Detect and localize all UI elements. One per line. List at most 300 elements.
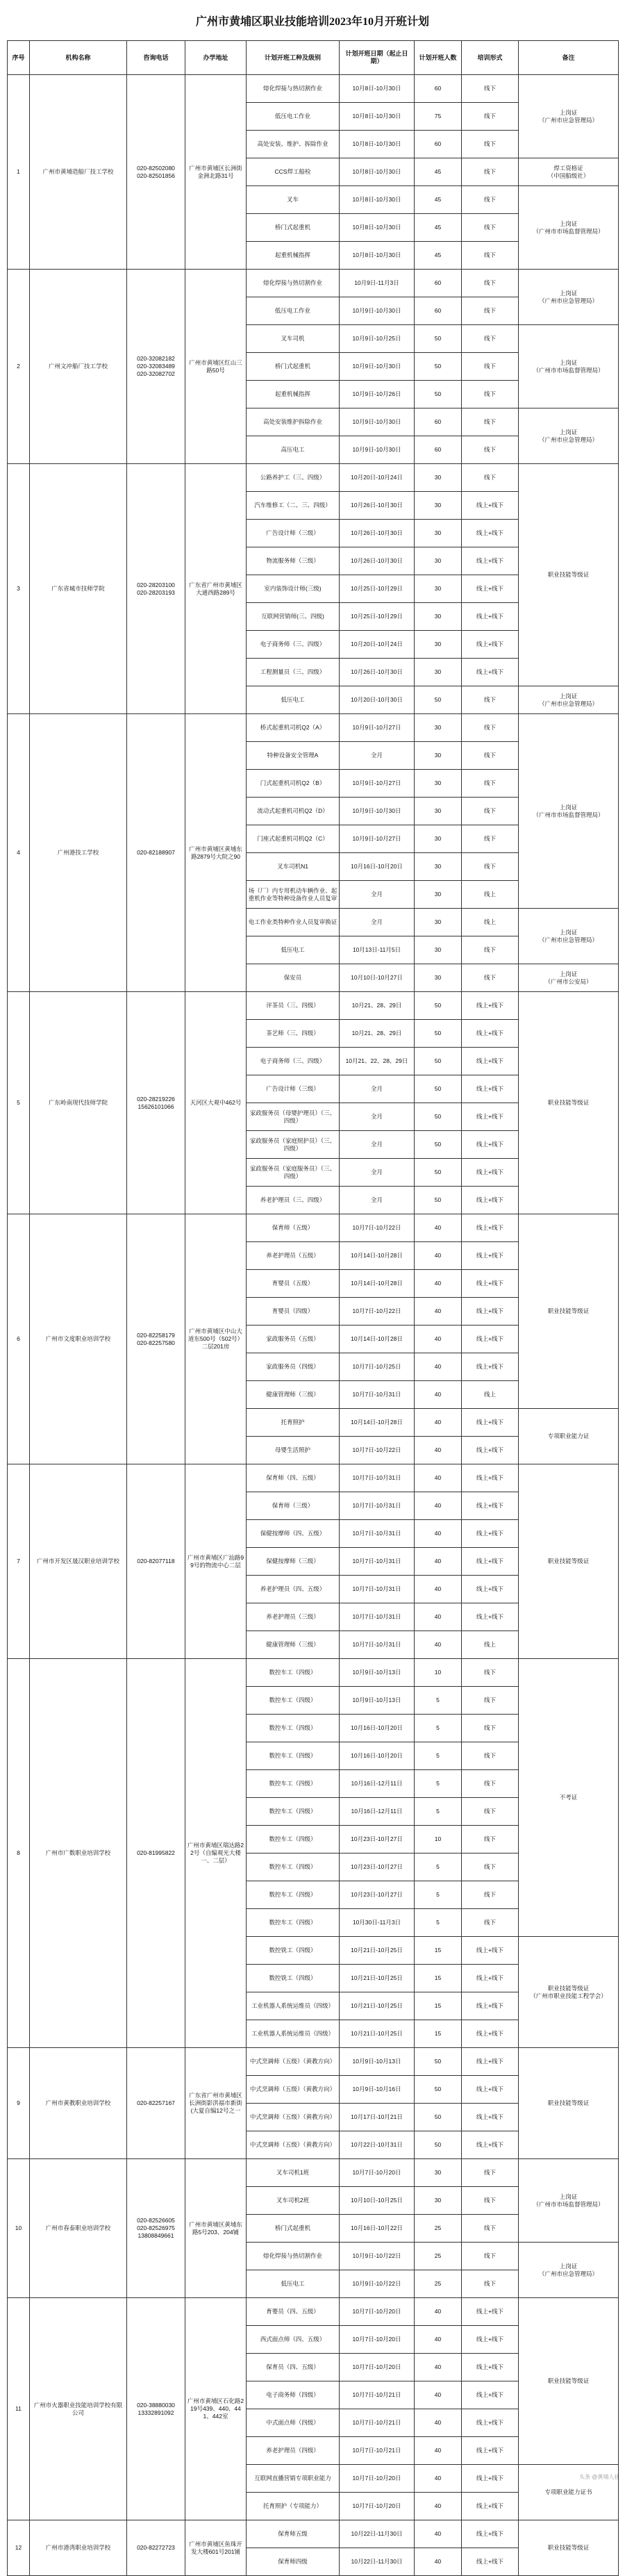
course-dates: 10月9日-10月22日 bbox=[340, 2270, 415, 2298]
course-note: 职业技能等级证 bbox=[519, 992, 619, 1214]
table-row bbox=[8, 1659, 619, 1687]
course-dates: 10月9日-10月30日 bbox=[340, 353, 415, 381]
school-number: 7 bbox=[8, 1464, 30, 1659]
header-phone: 咨询电话 bbox=[127, 41, 185, 75]
course-dates: 10月7日-10月25日 bbox=[340, 1353, 415, 1381]
course-mode: 线下 bbox=[462, 242, 519, 270]
course-mode: 线下 bbox=[462, 158, 519, 186]
course-name: 汽车维修工（二、三、四级） bbox=[247, 492, 340, 520]
school-address: 广州市黄埔区红山三路50号 bbox=[185, 270, 247, 464]
course-count: 40 bbox=[415, 2354, 462, 2381]
table-row bbox=[8, 1214, 619, 1242]
course-note: 上岗证 （广州市应急管理局） bbox=[519, 686, 619, 714]
course-count: 40 bbox=[415, 2548, 462, 2576]
course-count: 30 bbox=[415, 770, 462, 798]
course-name: 高处安装维护拆除作业 bbox=[247, 408, 340, 436]
course-mode: 线上+线下 bbox=[462, 492, 519, 520]
course-count: 50 bbox=[415, 2131, 462, 2159]
course-name: 数控铣工（四级） bbox=[247, 1937, 340, 1965]
course-dates: 10月8日-10月30日 bbox=[340, 158, 415, 186]
course-mode: 线下 bbox=[462, 464, 519, 492]
course-count: 50 bbox=[415, 2104, 462, 2131]
course-name: 电工作业类特种作业人员复审换证 bbox=[247, 909, 340, 936]
course-count: 5 bbox=[415, 1881, 462, 1909]
course-dates: 10月9日-10月13日 bbox=[340, 1687, 415, 1715]
course-count: 60 bbox=[415, 75, 462, 103]
course-name: 桥门式起重机 bbox=[247, 214, 340, 242]
school-name: 广州市广数职业培训学校 bbox=[30, 1659, 127, 2048]
course-dates: 10月16日-12月11日 bbox=[340, 1798, 415, 1826]
course-count: 25 bbox=[415, 2270, 462, 2298]
course-name: 低压电工作业 bbox=[247, 297, 340, 325]
course-dates: 10月14日-10月28日 bbox=[340, 1242, 415, 1270]
header-course: 计划开班工种及级别 bbox=[247, 41, 340, 75]
course-name: 养老护理员（四、五级） bbox=[247, 1576, 340, 1603]
course-dates: 10月10日-10月27日 bbox=[340, 964, 415, 992]
header-no: 序号 bbox=[8, 41, 30, 75]
course-dates: 10月8日-10月30日 bbox=[340, 186, 415, 214]
course-dates: 全月 bbox=[340, 1159, 415, 1187]
course-count: 40 bbox=[415, 2298, 462, 2326]
course-dates: 10月21日-10月25日 bbox=[340, 1937, 415, 1965]
course-dates: 10月21日-10月25日 bbox=[340, 1965, 415, 1992]
course-name: 叉车司机2班 bbox=[247, 2187, 340, 2215]
course-count: 40 bbox=[415, 1242, 462, 1270]
course-dates: 全月 bbox=[340, 1131, 415, 1159]
course-mode: 线下 bbox=[462, 436, 519, 464]
course-dates: 10月9日-10月26日 bbox=[340, 381, 415, 408]
course-name: 数控车工（四级） bbox=[247, 1853, 340, 1881]
course-count: 30 bbox=[415, 853, 462, 881]
course-name: 保健按摩师（四、五级） bbox=[247, 1520, 340, 1548]
course-name: 低压电工作业 bbox=[247, 103, 340, 131]
course-mode: 线上+线下 bbox=[462, 1409, 519, 1437]
school-phone: 020-82502080 020-82501856 bbox=[127, 75, 185, 270]
course-count: 45 bbox=[415, 186, 462, 214]
course-mode: 线上 bbox=[462, 1631, 519, 1659]
course-dates: 10月7日-10月31日 bbox=[340, 1603, 415, 1631]
course-mode: 线上+线下 bbox=[462, 520, 519, 547]
course-dates: 10月7日-10月31日 bbox=[340, 1548, 415, 1576]
course-name: 叉车司机 bbox=[247, 325, 340, 353]
course-note: 职业技能等级证 bbox=[519, 1464, 619, 1659]
school-phone: 020-28219226 15626101066 bbox=[127, 992, 185, 1214]
school-number: 11 bbox=[8, 2298, 30, 2520]
course-note: 专项职业能力证 bbox=[519, 1409, 619, 1464]
school-name: 广州市黄教职业培训学校 bbox=[30, 2048, 127, 2159]
table-row bbox=[8, 992, 619, 1020]
course-dates: 10月9日-11月3日 bbox=[340, 270, 415, 297]
header-address: 办学地址 bbox=[185, 41, 247, 75]
course-mode: 线上+线下 bbox=[462, 2298, 519, 2326]
course-name: 物流服务师（三级） bbox=[247, 547, 340, 575]
course-count: 25 bbox=[415, 2243, 462, 2270]
course-dates: 10月17日-10月21日 bbox=[340, 2104, 415, 2131]
course-name: 母婴生活照护 bbox=[247, 1437, 340, 1464]
course-mode: 线上+线下 bbox=[462, 2465, 519, 2493]
course-name: 熔化焊接与热切割作业 bbox=[247, 75, 340, 103]
table-row bbox=[8, 714, 619, 742]
course-name: 室内装饰设计师(三级) bbox=[247, 575, 340, 603]
course-dates: 10月7日-10月20日 bbox=[340, 2326, 415, 2354]
course-count: 50 bbox=[415, 992, 462, 1020]
course-count: 50 bbox=[415, 1075, 462, 1103]
course-count: 60 bbox=[415, 436, 462, 464]
course-mode: 线上+线下 bbox=[462, 2520, 519, 2548]
course-dates: 全月 bbox=[340, 1075, 415, 1103]
course-mode: 线下 bbox=[462, 297, 519, 325]
course-mode: 线上+线下 bbox=[462, 1298, 519, 1326]
course-dates: 10月16日-10月20日 bbox=[340, 1715, 415, 1742]
page-title: 广州市黄埔区职业技能培训2023年10月开班计划 bbox=[195, 15, 429, 28]
course-count: 30 bbox=[415, 798, 462, 825]
course-note: 上岗证 （广州市公安局） bbox=[519, 964, 619, 992]
course-dates: 10月16日-10月20日 bbox=[340, 1742, 415, 1770]
course-name: 保安员 bbox=[247, 964, 340, 992]
course-count: 40 bbox=[415, 1576, 462, 1603]
course-count: 30 bbox=[415, 520, 462, 547]
course-mode: 线下 bbox=[462, 714, 519, 742]
course-name: 育婴员（四、五级） bbox=[247, 2298, 340, 2326]
course-name: 起重机械指挥 bbox=[247, 242, 340, 270]
school-phone: 020-82258179 020-82257580 bbox=[127, 1214, 185, 1464]
course-mode: 线上+线下 bbox=[462, 2381, 519, 2409]
course-note: 职业技能等级证 bbox=[519, 464, 619, 686]
course-dates: 10月9日-10月27日 bbox=[340, 770, 415, 798]
course-count: 50 bbox=[415, 1048, 462, 1075]
course-dates: 10月7日-10月31日 bbox=[340, 1520, 415, 1548]
course-mode: 线上+线下 bbox=[462, 1603, 519, 1631]
course-name: 工程测量员（三、四级） bbox=[247, 659, 340, 686]
course-mode: 线上+线下 bbox=[462, 2493, 519, 2520]
header-notes: 备注 bbox=[519, 41, 619, 75]
school-number: 5 bbox=[8, 992, 30, 1214]
course-count: 50 bbox=[415, 1187, 462, 1214]
course-note: 专项职业能力证书 bbox=[519, 2465, 619, 2520]
course-mode: 线下 bbox=[462, 2215, 519, 2243]
course-mode: 线上+线下 bbox=[462, 603, 519, 631]
course-count: 30 bbox=[415, 909, 462, 936]
course-dates: 10月9日-10月16日 bbox=[340, 2076, 415, 2104]
course-mode: 线下 bbox=[462, 131, 519, 158]
course-name: 保育师（四、五级） bbox=[247, 1464, 340, 1492]
course-name: 家政服务员（家庭服务员）（三、四级） bbox=[247, 1159, 340, 1187]
course-count: 40 bbox=[415, 1353, 462, 1381]
course-dates: 10月8日-10月30日 bbox=[340, 242, 415, 270]
course-mode: 线上+线下 bbox=[462, 1464, 519, 1492]
course-mode: 线上 bbox=[462, 909, 519, 936]
course-mode: 线下 bbox=[462, 2159, 519, 2187]
course-mode: 线下 bbox=[462, 186, 519, 214]
course-note: 上岗证 （广州市市场监督管理局） bbox=[519, 2159, 619, 2243]
course-name: 熔化焊接与热切割作业 bbox=[247, 270, 340, 297]
course-name: 流动式起重机司机Q2（D） bbox=[247, 798, 340, 825]
course-dates: 10月26日-10月30日 bbox=[340, 520, 415, 547]
course-dates: 10月26日-10月30日 bbox=[340, 547, 415, 575]
course-dates: 10月9日-10月25日 bbox=[340, 325, 415, 353]
course-name: 茶艺师（三、四级） bbox=[247, 1020, 340, 1048]
table-row bbox=[8, 2159, 619, 2187]
course-mode: 线下 bbox=[462, 686, 519, 714]
course-name: 育婴员（四级） bbox=[247, 1298, 340, 1326]
course-dates: 10月7日-10月31日 bbox=[340, 1464, 415, 1492]
course-name: 数控车工（四级） bbox=[247, 1715, 340, 1742]
course-note: 职业技能等级证 bbox=[519, 2298, 619, 2465]
course-dates: 10月8日-10月30日 bbox=[340, 75, 415, 103]
course-name: 数控车工（四级） bbox=[247, 1826, 340, 1853]
course-name: 数控车工（四级） bbox=[247, 1770, 340, 1798]
course-mode: 线下 bbox=[462, 936, 519, 964]
course-name: 中式烹调师（五级）（黄教方向） bbox=[247, 2048, 340, 2076]
course-dates: 10月7日-10月22日 bbox=[340, 1437, 415, 1464]
course-mode: 线上+线下 bbox=[462, 1242, 519, 1270]
course-count: 15 bbox=[415, 2020, 462, 2048]
course-mode: 线上+线下 bbox=[462, 1937, 519, 1965]
course-note: 不考证 bbox=[519, 1659, 619, 1937]
course-count: 30 bbox=[415, 464, 462, 492]
course-mode: 线上+线下 bbox=[462, 631, 519, 659]
school-name: 广州市春泰职业培训学校 bbox=[30, 2159, 127, 2298]
school-name: 广州文冲船厂技工学校 bbox=[30, 270, 127, 464]
course-dates: 10月14日-10月28日 bbox=[340, 1270, 415, 1298]
course-name: 叉车司机1班 bbox=[247, 2159, 340, 2187]
course-count: 50 bbox=[415, 353, 462, 381]
course-count: 30 bbox=[415, 575, 462, 603]
course-dates: 10月9日-10月30日 bbox=[340, 436, 415, 464]
school-number: 12 bbox=[8, 2520, 30, 2576]
course-mode: 线下 bbox=[462, 1909, 519, 1937]
course-name: CCS焊工船检 bbox=[247, 158, 340, 186]
course-count: 30 bbox=[415, 936, 462, 964]
course-count: 50 bbox=[415, 1020, 462, 1048]
course-mode: 线下 bbox=[462, 825, 519, 853]
course-dates: 10月7日-10月21日 bbox=[340, 2437, 415, 2465]
course-mode: 线上+线下 bbox=[462, 2548, 519, 2576]
course-mode: 线上+线下 bbox=[462, 575, 519, 603]
course-mode: 线上+线下 bbox=[462, 1131, 519, 1159]
course-count: 40 bbox=[415, 2437, 462, 2465]
course-count: 40 bbox=[415, 1326, 462, 1353]
course-mode: 线上+线下 bbox=[462, 1187, 519, 1214]
course-mode: 线上+线下 bbox=[462, 2326, 519, 2354]
course-mode: 线下 bbox=[462, 1881, 519, 1909]
course-name: 桥式起重机司机Q2（A） bbox=[247, 714, 340, 742]
course-count: 45 bbox=[415, 242, 462, 270]
school-number: 1 bbox=[8, 75, 30, 270]
course-count: 60 bbox=[415, 297, 462, 325]
course-mode: 线上+线下 bbox=[462, 547, 519, 575]
watermark: 头条 @黄埔人社 bbox=[579, 2474, 620, 2480]
course-dates: 10月21、28、29日 bbox=[340, 992, 415, 1020]
course-mode: 线上+线下 bbox=[462, 2048, 519, 2076]
course-mode: 线下 bbox=[462, 1798, 519, 1826]
course-name: 低压电工 bbox=[247, 936, 340, 964]
course-mode: 线上+线下 bbox=[462, 2409, 519, 2437]
school-phone: 020-82188907 bbox=[127, 714, 185, 992]
course-mode: 线上+线下 bbox=[462, 1492, 519, 1520]
course-name: 保育师四级 bbox=[247, 2548, 340, 2576]
course-count: 10 bbox=[415, 1826, 462, 1853]
course-name: 广告设计师（三级） bbox=[247, 1075, 340, 1103]
course-dates: 10月7日-10月31日 bbox=[340, 1576, 415, 1603]
course-mode: 线下 bbox=[462, 964, 519, 992]
course-dates: 10月9日-10月30日 bbox=[340, 297, 415, 325]
course-name: 数控车工（四级） bbox=[247, 1881, 340, 1909]
school-phone: 020-82077118 bbox=[127, 1464, 185, 1659]
header-dates: 计划开班日期（起止日期） bbox=[340, 41, 415, 75]
course-dates: 10月7日-10月20日 bbox=[340, 2159, 415, 2187]
course-name: 数控铣工（四级） bbox=[247, 1965, 340, 1992]
course-count: 30 bbox=[415, 2187, 462, 2215]
course-name: 托育照护（专项能力） bbox=[247, 2493, 340, 2520]
course-dates: 10月21、28、29日 bbox=[340, 1020, 415, 1048]
course-mode: 线下 bbox=[462, 1853, 519, 1881]
course-count: 75 bbox=[415, 103, 462, 131]
course-name: 叉车司机N1 bbox=[247, 853, 340, 881]
course-dates: 全月 bbox=[340, 881, 415, 909]
course-mode: 线下 bbox=[462, 2270, 519, 2298]
course-dates: 10月10日-10月25日 bbox=[340, 2187, 415, 2215]
course-count: 40 bbox=[415, 2326, 462, 2354]
school-name: 广州市港湾职业培训学校 bbox=[30, 2520, 127, 2576]
course-count: 40 bbox=[415, 1214, 462, 1242]
course-count: 40 bbox=[415, 2409, 462, 2437]
course-note: 上岗证 （广州市市场监督管理局） bbox=[519, 714, 619, 909]
course-count: 5 bbox=[415, 1770, 462, 1798]
course-mode: 线下 bbox=[462, 798, 519, 825]
course-note: 职业技能等级证 bbox=[519, 2048, 619, 2159]
course-count: 30 bbox=[415, 603, 462, 631]
course-note: 上岗证 （广州市应急管理局） bbox=[519, 909, 619, 964]
course-name: 养老护理员（三、四级） bbox=[247, 1187, 340, 1214]
school-address: 广州市黄埔区鱼珠开发大楼601号201铺 bbox=[185, 2520, 247, 2576]
course-note: 上岗证 （广州市市场监督管理局） bbox=[519, 325, 619, 408]
course-dates: 10月20日-10月30日 bbox=[340, 686, 415, 714]
course-name: 电子商务师（三、四级） bbox=[247, 1048, 340, 1075]
course-count: 30 bbox=[415, 825, 462, 853]
school-address: 广州市黄埔区长洲街金洲北路31号 bbox=[185, 75, 247, 270]
school-name: 广东省城市技师学院 bbox=[30, 464, 127, 714]
course-dates: 10月26日-10月30日 bbox=[340, 492, 415, 520]
school-phone: 020-38880030 13332891092 bbox=[127, 2298, 185, 2520]
course-mode: 线上+线下 bbox=[462, 2104, 519, 2131]
course-mode: 线下 bbox=[462, 742, 519, 770]
course-dates: 10月23日-10月27日 bbox=[340, 1881, 415, 1909]
course-note: 上岗证 （广州市应急管理局） bbox=[519, 2243, 619, 2298]
course-mode: 线上+线下 bbox=[462, 2437, 519, 2465]
school-phone: 020-32082182 020-32083489 020-32082702 bbox=[127, 270, 185, 464]
table-row bbox=[8, 75, 619, 103]
course-name: 保育师五级 bbox=[247, 2520, 340, 2548]
course-note: 职业技能等级证 bbox=[519, 1214, 619, 1409]
course-count: 30 bbox=[415, 881, 462, 909]
course-name: 保育师（五级） bbox=[247, 1214, 340, 1242]
school-address: 广州市黄埔区石化路219号439、440、441、442室 bbox=[185, 2298, 247, 2520]
course-mode: 线上+线下 bbox=[462, 1520, 519, 1548]
course-mode: 线上+线下 bbox=[462, 1326, 519, 1353]
course-dates: 10月7日-10月31日 bbox=[340, 1381, 415, 1409]
course-count: 30 bbox=[415, 2159, 462, 2187]
course-name: 起重机械指挥 bbox=[247, 381, 340, 408]
school-phone: 020-81995822 bbox=[127, 1659, 185, 2048]
course-count: 40 bbox=[415, 1548, 462, 1576]
course-mode: 线上+线下 bbox=[462, 1214, 519, 1242]
school-number: 4 bbox=[8, 714, 30, 992]
course-name: 保育员（四、五级） bbox=[247, 2354, 340, 2381]
course-mode: 线下 bbox=[462, 1770, 519, 1798]
course-count: 40 bbox=[415, 1381, 462, 1409]
course-count: 30 bbox=[415, 742, 462, 770]
course-count: 30 bbox=[415, 631, 462, 659]
course-mode: 线上+线下 bbox=[462, 1437, 519, 1464]
course-name: 评茶员（三、四级） bbox=[247, 992, 340, 1020]
course-dates: 10月7日-10月31日 bbox=[340, 1631, 415, 1659]
course-count: 30 bbox=[415, 714, 462, 742]
course-mode: 线上+线下 bbox=[462, 1270, 519, 1298]
course-mode: 线下 bbox=[462, 1687, 519, 1715]
course-note: 焊工资格证 （中国船级社） bbox=[519, 158, 619, 186]
school-number: 9 bbox=[8, 2048, 30, 2159]
course-mode: 线下 bbox=[462, 1742, 519, 1770]
course-count: 25 bbox=[415, 2215, 462, 2243]
course-name: 电子商务师（三、四级） bbox=[247, 631, 340, 659]
table-row bbox=[8, 2298, 619, 2326]
school-phone: 020-82526605 020-82526975 13808849661 bbox=[127, 2159, 185, 2298]
course-dates: 10月7日-10月20日 bbox=[340, 2298, 415, 2326]
course-mode: 线上+线下 bbox=[462, 1353, 519, 1381]
school-address: 天河区大观中462号 bbox=[185, 992, 247, 1214]
school-number: 10 bbox=[8, 2159, 30, 2298]
course-dates: 10月9日-10月13日 bbox=[340, 1659, 415, 1687]
course-dates: 10月23日-10月27日 bbox=[340, 1826, 415, 1853]
school-address: 广州市黄埔区黄埔东路2879号大院之90 bbox=[185, 714, 247, 992]
course-dates: 全月 bbox=[340, 1103, 415, 1131]
course-dates: 10月16日-12月11日 bbox=[340, 1770, 415, 1798]
course-dates: 10月9日-10月13日 bbox=[340, 2048, 415, 2076]
course-count: 40 bbox=[415, 1409, 462, 1437]
course-count: 50 bbox=[415, 2076, 462, 2104]
course-mode: 线上+线下 bbox=[462, 659, 519, 686]
course-count: 5 bbox=[415, 1715, 462, 1742]
course-name: 广告设计师（三级） bbox=[247, 520, 340, 547]
course-name: 西式面点师（四、五级） bbox=[247, 2326, 340, 2354]
course-dates: 10月30日-11月3日 bbox=[340, 1909, 415, 1937]
course-count: 40 bbox=[415, 1464, 462, 1492]
course-dates: 10月8日-10月30日 bbox=[340, 103, 415, 131]
course-dates: 10月7日-10月21日 bbox=[340, 2381, 415, 2409]
course-count: 50 bbox=[415, 1159, 462, 1187]
course-note: 上岗证 （广州市市场监督管理局） bbox=[519, 186, 619, 270]
school-name: 广州港技工学校 bbox=[30, 714, 127, 992]
course-name: 健康管理师（三级） bbox=[247, 1631, 340, 1659]
course-count: 30 bbox=[415, 964, 462, 992]
course-count: 40 bbox=[415, 2520, 462, 2548]
course-name: 桥门式起重机 bbox=[247, 2215, 340, 2243]
course-dates: 10月16日-10月20日 bbox=[340, 853, 415, 881]
course-count: 30 bbox=[415, 659, 462, 686]
course-count: 15 bbox=[415, 1965, 462, 1992]
course-count: 60 bbox=[415, 270, 462, 297]
table-row bbox=[8, 464, 619, 492]
course-dates: 10月9日-10月30日 bbox=[340, 408, 415, 436]
course-dates: 10月9日-10月27日 bbox=[340, 714, 415, 742]
course-name: 家政服务员（母婴护理员）（三、四级） bbox=[247, 1103, 340, 1131]
course-name: 中式面点师（四级） bbox=[247, 2409, 340, 2437]
course-mode: 线上+线下 bbox=[462, 1048, 519, 1075]
course-mode: 线上+线下 bbox=[462, 2354, 519, 2381]
course-mode: 线下 bbox=[462, 2243, 519, 2270]
course-mode: 线上+线下 bbox=[462, 2020, 519, 2048]
